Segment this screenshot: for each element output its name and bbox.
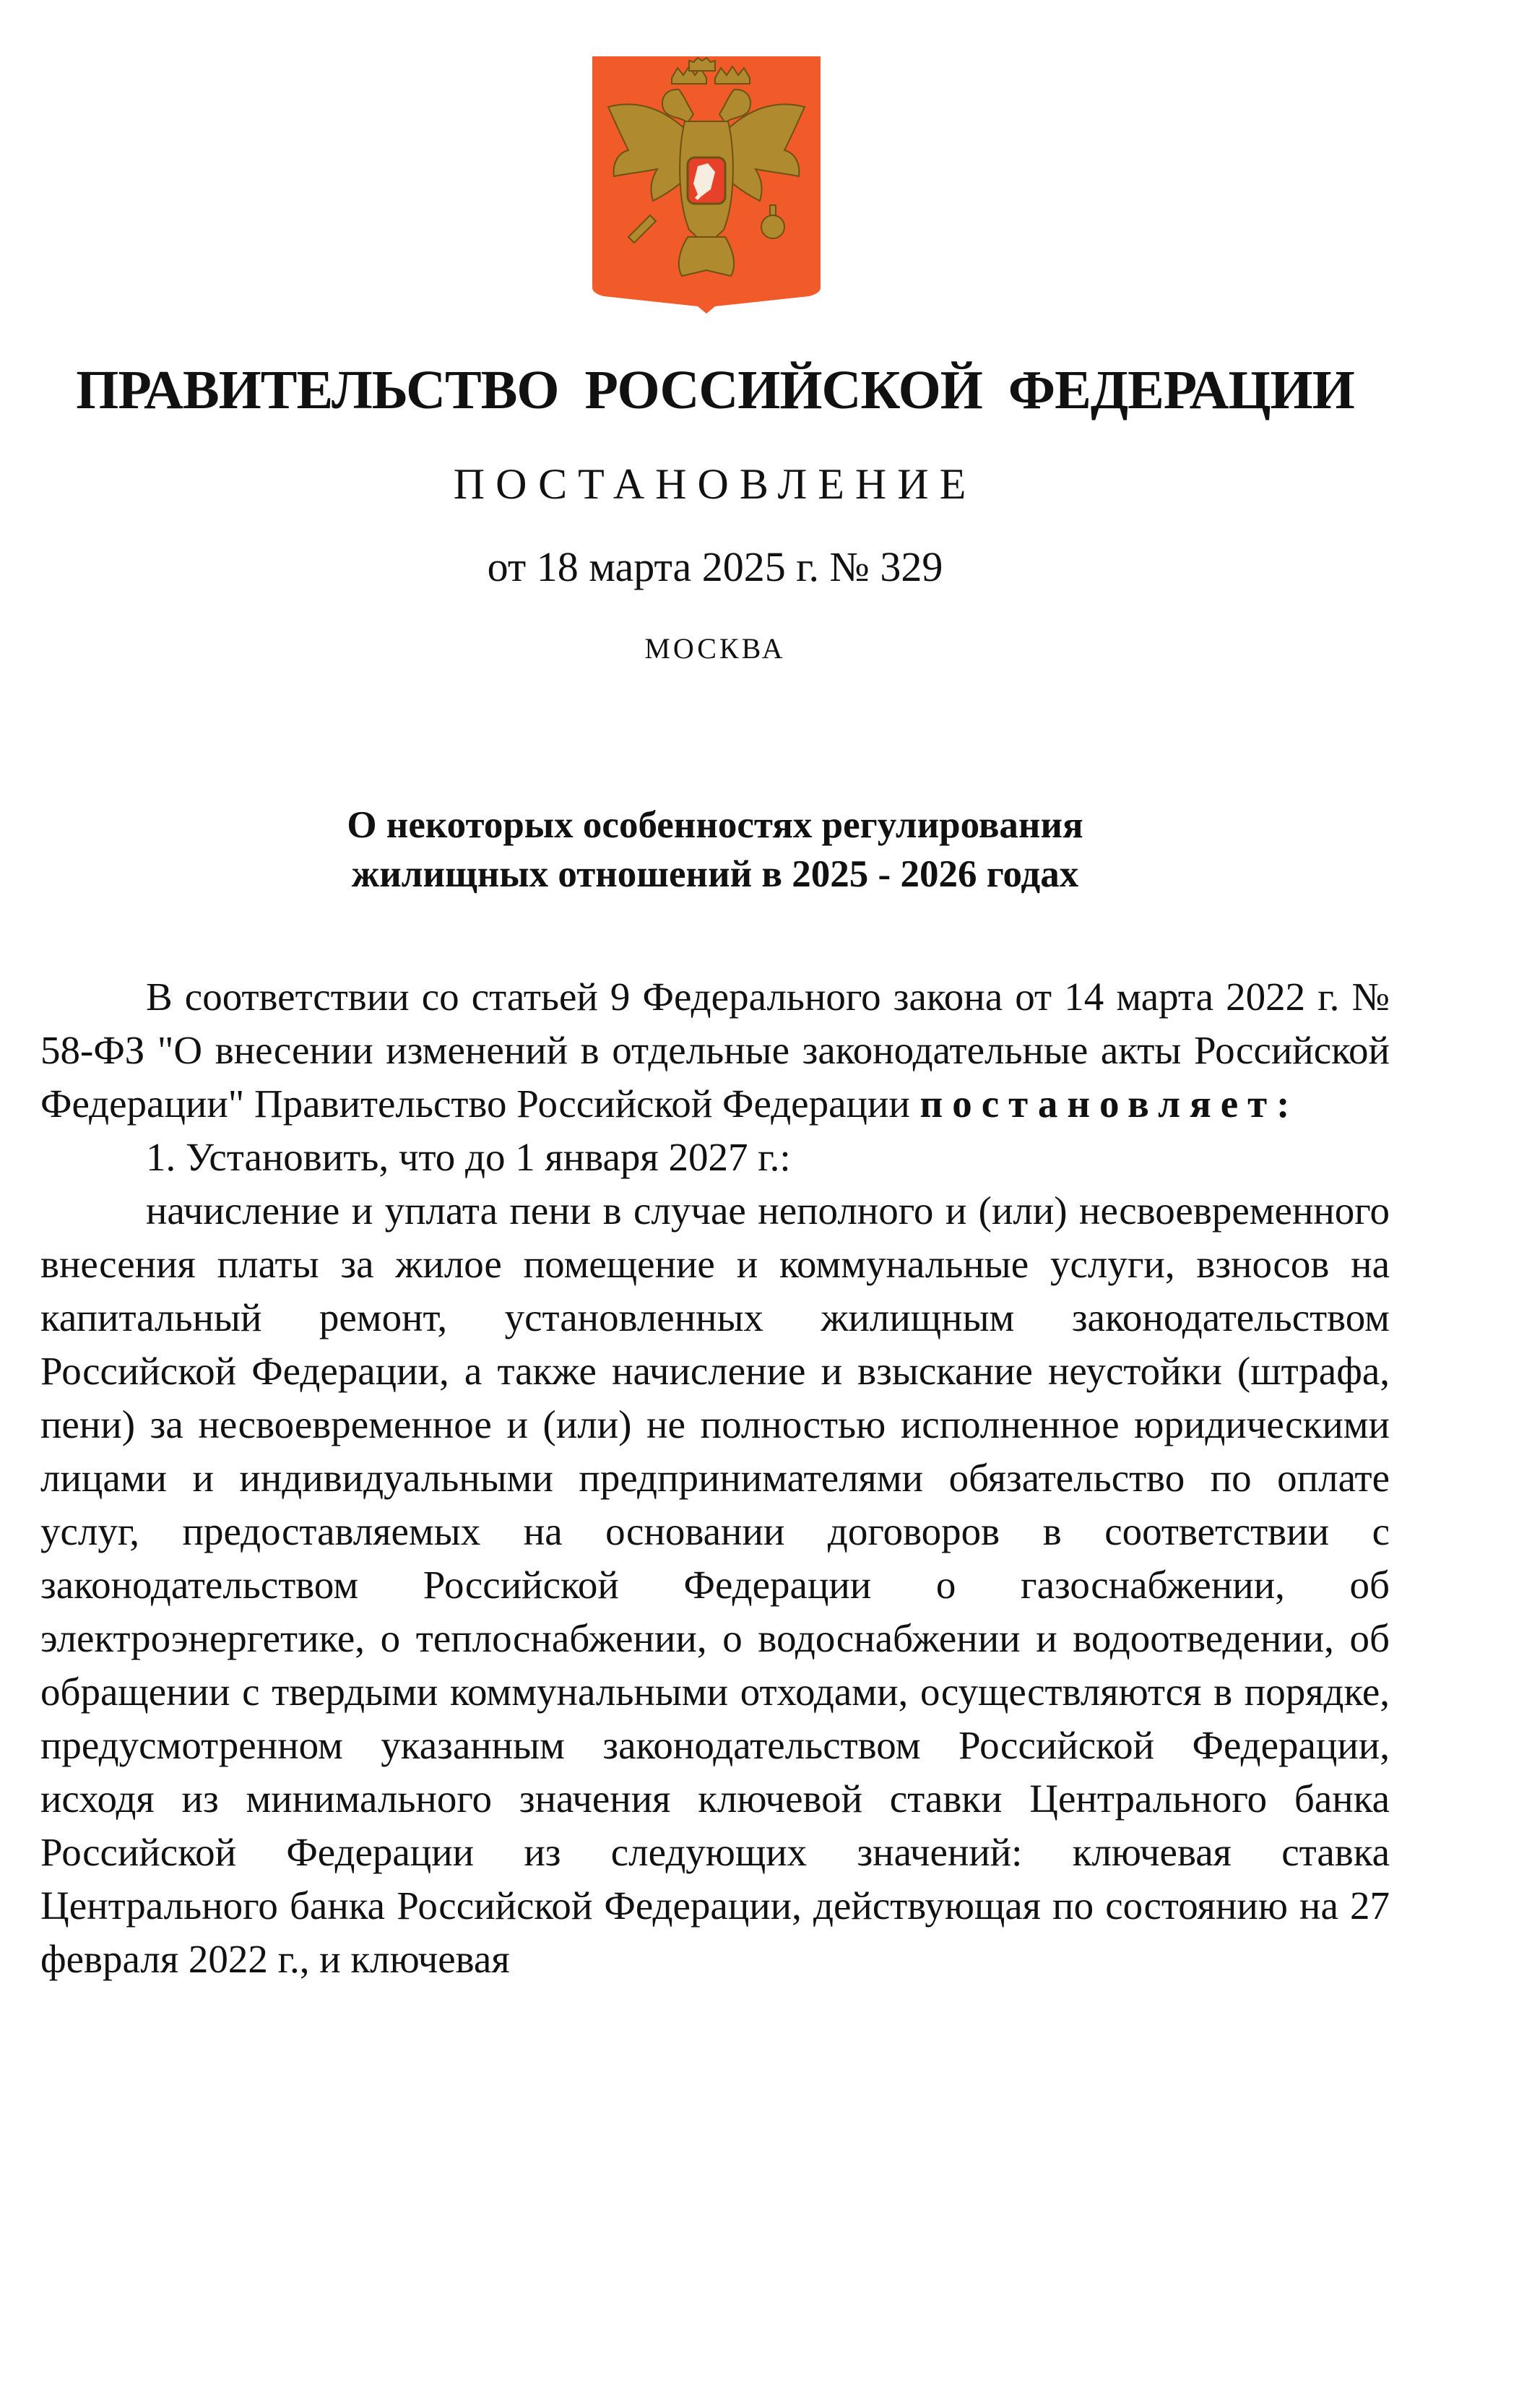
document-heading bbox=[0, 800, 1430, 899]
coat-of-arms-emblem bbox=[592, 56, 821, 314]
russian-coat-of-arms-icon bbox=[592, 56, 821, 314]
preamble-text: В соответствии со статьей 9 Федерального закона от 14 марта 2022 г. № 58-ФЗ "О внесении изменений в отдельные законодательные акты Российской Федерации" Правительство Российской Федерации bbox=[40, 975, 1390, 1126]
document-body bbox=[40, 970, 1390, 1986]
heading-line-1: О некоторых особенностях регулирования bbox=[347, 804, 1083, 846]
document-date-number: от 18 марта 2025 г. № 329 bbox=[487, 543, 943, 590]
decree-word: постановляет: bbox=[919, 1082, 1299, 1126]
document-type: ПОСТАНОВЛЕНИЕ bbox=[453, 460, 977, 508]
document-city: МОСКВА bbox=[644, 632, 786, 665]
preamble-paragraph bbox=[40, 970, 1390, 1131]
government-title: ПРАВИТЕЛЬСТВО РОССИЙСКОЙ ФЕДЕРАЦИИ bbox=[76, 360, 1354, 420]
heading-line-2: жилищных отношений в 2025 - 2026 годах bbox=[351, 853, 1079, 895]
item-1: 1. Установить, что до 1 января 2027 г.: bbox=[146, 1135, 791, 1179]
item-1-paragraph: начисление и уплата пени в случае неполного и (или) несвоевременного внесения платы за жилое помещение и коммунальные услуги, взносов на капитальный ремонт, установленных жилищным законодательством Российской Федерации, а также начисление и взыскание неустойки (штрафа, пени) за несвоевременное и (или) не полностью исполненное юридическими лицами и индивидуальными предпринимателями обязательство по оплате услуг, предоставляемых на основании договоров в соответствии с законодательством Российской Федерации о газоснабжении, об электроэнергетике, о теплоснабжении, о водоснабжении и водоотведении, об обращении с твердыми коммунальными отходами, осуществляются в порядке, предусмотренном указанным законодательством Российской Федерации, исходя из минимального значения ключевой ставки Центрального банка Российской Федерации из следующих значений: ключевая ставка Центрального банка Российской Федерации, действующая по состоянию на 27 февраля 2022 г., и ключевая bbox=[40, 1188, 1390, 1981]
